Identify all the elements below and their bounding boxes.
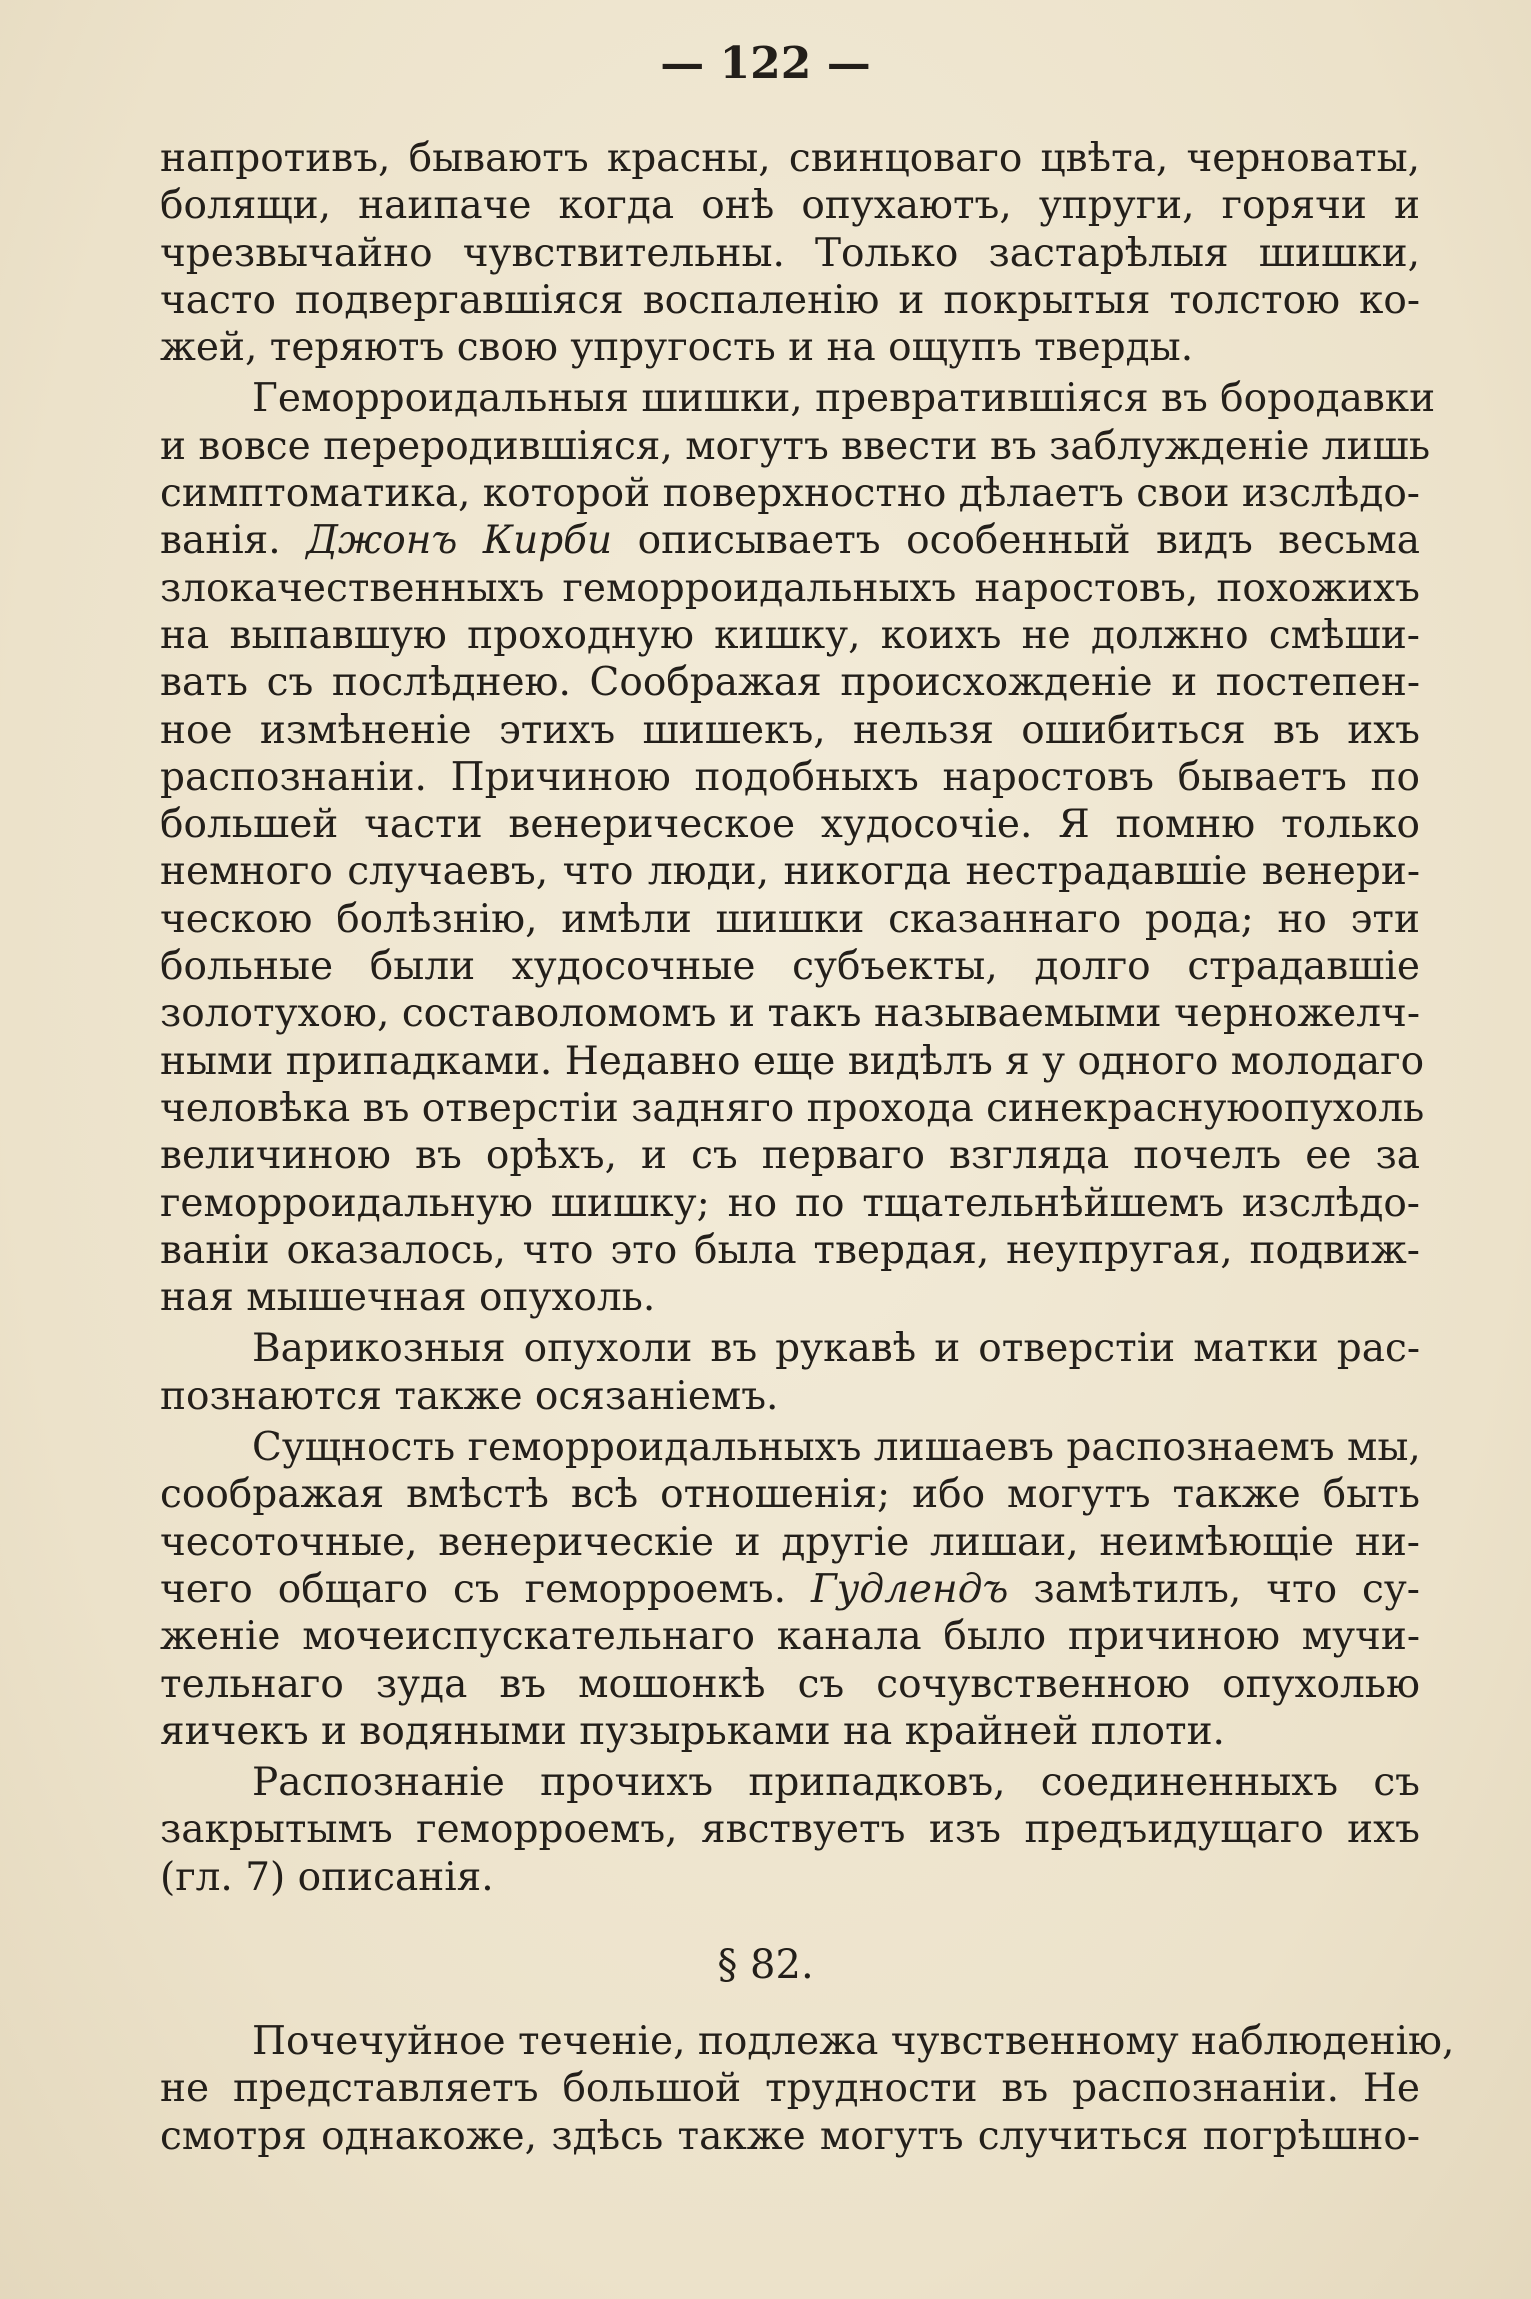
text-line: ными припадками. Недавно еще видѣлъ я у одного молодаго: [160, 1038, 1425, 1084]
italic-name: Гудлендъ: [810, 1566, 1009, 1612]
text-line: чрезвычайно чувствительны. Только застарѣлыя шишки,: [160, 230, 1420, 276]
text-line: не представляетъ большой трудности въ распознаніи. Не: [160, 2066, 1420, 2112]
text-line: Варикозныя опухоли въ рукавѣ и отверстіи матки рас-: [252, 1326, 1420, 1372]
text-line: Сущность геморроидальныхъ лишаевъ распознаемъ мы,: [252, 1425, 1421, 1471]
text-line: золотухою, составоломомъ и такъ называемыми черножелч-: [160, 991, 1420, 1037]
text-line: ванія. Джонъ Кирби описываетъ особенный видъ весьма: [160, 518, 1420, 564]
page-number: — 122 —: [660, 38, 871, 89]
text-line: больные были худосочные субъекты, долго страдавшіе: [160, 944, 1420, 990]
text-line: геморроидальную шишку; но по тщательнѣйшемъ изслѣдо-: [160, 1180, 1420, 1226]
text-line: на выпавшую проходную кишку, коихъ не должно смѣши-: [160, 612, 1420, 658]
paragraph: [160, 1325, 1420, 1420]
text-line: болящи, наипаче когда онѣ опухаютъ, упруги, горячи и: [160, 183, 1420, 229]
text-line: напротивъ, бываютъ красны, свинцоваго цвѣта, черноваты,: [160, 136, 1420, 181]
text-line: часто подвергавшіяся воспаленію и покрытыя толстою ко-: [160, 277, 1420, 323]
text-line: Распознаніе прочихъ припадковъ, соединенныхъ съ: [252, 1760, 1420, 1806]
paragraph: [160, 1759, 1420, 1901]
main-text: [160, 135, 1436, 1901]
text-line: распознаніи. Причиною подобныхъ наростовъ бываетъ по: [160, 754, 1420, 800]
text-line: симптоматика, которой поверхностно дѣлаетъ свои изслѣдо-: [160, 471, 1420, 517]
text-line: закрытымъ геморроемъ, явствуетъ изъ предъидущаго ихъ: [160, 1807, 1420, 1853]
text-line: смотря однакоже, здѣсь также могутъ случиться погрѣшно-: [160, 2113, 1420, 2159]
paragraph: [160, 135, 1420, 371]
paragraph: [160, 375, 1436, 1321]
text-line: Почечуйное теченіе, подлежа чувственному наблюденію,: [252, 2019, 1455, 2064]
text-line: величиною въ орѣхъ, и съ перваго взгляда почелъ ее за: [160, 1133, 1420, 1179]
text-line: чего общаго съ геморроемъ. Гудлендъ замѣтилъ, что су-: [160, 1566, 1420, 1612]
text-line: ная мышечная опухоль.: [160, 1275, 656, 1321]
text-line: вать съ послѣднею. Соображая происхожденіе и постепен-: [160, 660, 1420, 706]
text-line: женіе мочеиспускательнаго канала было причиною мучи-: [160, 1614, 1420, 1660]
text-line: познаются также осязаніемъ.: [160, 1373, 779, 1419]
text-line: и вовсе переродившіяся, могутъ ввести въ заблужденіе лишь: [160, 423, 1431, 469]
text-line: тельнаго зуда въ мошонкѣ съ сочувственною опухолью: [160, 1661, 1420, 1707]
paragraph: [160, 1424, 1420, 1755]
text-line: жей, теряютъ свою упругость и на ощупъ тверды.: [160, 325, 1194, 371]
text-line: чесоточные, венерическіе и другіе лишаи, неимѣющіе ни-: [160, 1519, 1420, 1565]
text-line: Геморроидальныя шишки, превратившіяся въ бородавки: [252, 376, 1436, 422]
section-heading: § 82.: [717, 1942, 814, 1988]
text-line: человѣка въ отверстіи задняго прохода синекраснуюопухоль: [160, 1085, 1425, 1131]
text-line: злокачественныхъ геморроидальныхъ наростовъ, похожихъ: [160, 565, 1420, 611]
text-line: яичекъ и водяными пузырьками на крайней плоти.: [160, 1708, 1225, 1754]
text-line: ваніи оказалось, что это была твердая, неупругая, подвиж-: [160, 1227, 1420, 1273]
text-line: немного случаевъ, что люди, никогда нестрадавшіе венери-: [160, 849, 1420, 895]
section-text: [160, 2018, 1455, 2160]
text-line: соображая вмѣстѣ всѣ отношенія; ибо могутъ также быть: [160, 1472, 1420, 1518]
text-line: (гл. 7) описанія.: [160, 1854, 494, 1900]
text-line: ческою болѣзнію, имѣли шишки сказаннаго рода; но эти: [160, 896, 1420, 942]
text-line: ное измѣненіе этихъ шишекъ, нельзя ошибиться въ ихъ: [160, 707, 1420, 753]
italic-name: Джонъ Кирби: [306, 518, 613, 564]
text-line: большей части венерическое худосочіе. Я помню только: [160, 802, 1420, 848]
